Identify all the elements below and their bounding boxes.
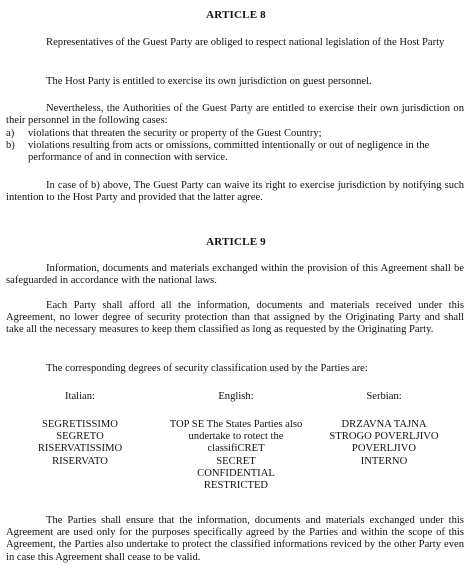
list-item [6,140,464,164]
list-item: undertake to rotect the [188,431,284,443]
list-item: STROGO POVERLJIVO [329,431,439,443]
article-8-paragraph-4: In case of b) above, The Guest Party can waive its right to exercise jurisdiction by notifying such intention to the Host Party and provided that the latter agree. [6,180,464,204]
italian-column-header: Italian: [64,391,95,402]
list-item: DRZAVNA TAJNA [341,419,427,430]
list-item: RISERVATISSIMO [37,443,123,455]
list-item [6,128,464,140]
list-item: INTERNO [360,455,408,467]
list-item: RESTRICTED [203,480,269,492]
article-9-paragraph-2: Each Party shall afford all the information, documents and materials received under this Agreement, no lower degree of security protection than that assigned by the Originating Party and shall take all the necessary measures to keep them classified as long as requested by the Originating Party. [6,300,464,336]
list-item-marker: a) [6,128,15,139]
article-8-case-list [6,128,464,165]
serbian-classification-list [309,419,459,468]
article-8-heading: ARTICLE 8 [206,9,266,21]
article-9-paragraph-3: The corresponding degrees of security classification used by the Parties are: [46,363,368,374]
serbian-column-header: Serbian: [366,391,402,402]
list-item-marker: b) [6,140,15,152]
list-item: TOP SE The States Parties also [169,419,303,430]
list-item: POVERLJIVO [351,443,417,455]
article-9-heading: ARTICLE 9 [206,236,266,248]
list-item: classifiCRET [207,443,265,455]
list-item: CONFIDENTIAL [197,467,275,479]
article-8-paragraph-2: The Host Party is entitled to exercise its own jurisdiction on guest personnel. [46,76,372,87]
list-item: RISERVATO [52,455,108,467]
article-9-paragraph-4: The Parties shall ensure that the information, documents and materials exchanged under this Agreement are used only for the purposes specifically agreed by the Parties and within the scope of this Agreement, the Parties also undertake to protect the classified informations reviced by the other Party even in case this Agreement shall cease to be valid. [6,515,464,563]
list-item-text: violations resulting from acts or omissions, committed intentionally or out of negligence in the performance of and in connection with service. [28,140,430,164]
english-classification-list [161,419,311,492]
article-8-paragraph-1: Representatives of the Guest Party are obliged to respect national legislation of the Host Party [46,37,445,48]
list-item: SEGRETISSIMO [42,419,118,430]
article-9-paragraph-1: Information, documents and materials exchanged within the provision of this Agreement shall be safeguarded in accordance with the national laws. [6,263,464,287]
article-8-paragraph-3: Nevertheless, the Authorities of the Guest Party are entitled to exercise their own jurisdiction on their personnel in the following cases: [6,103,464,127]
english-column-header: English: [218,391,254,402]
italian-classification-list [5,419,155,468]
list-item: SEGRETO [56,431,104,443]
list-item: SECRET [216,455,256,467]
list-item-text: violations that threaten the security or property of the Guest Country; [28,128,322,139]
